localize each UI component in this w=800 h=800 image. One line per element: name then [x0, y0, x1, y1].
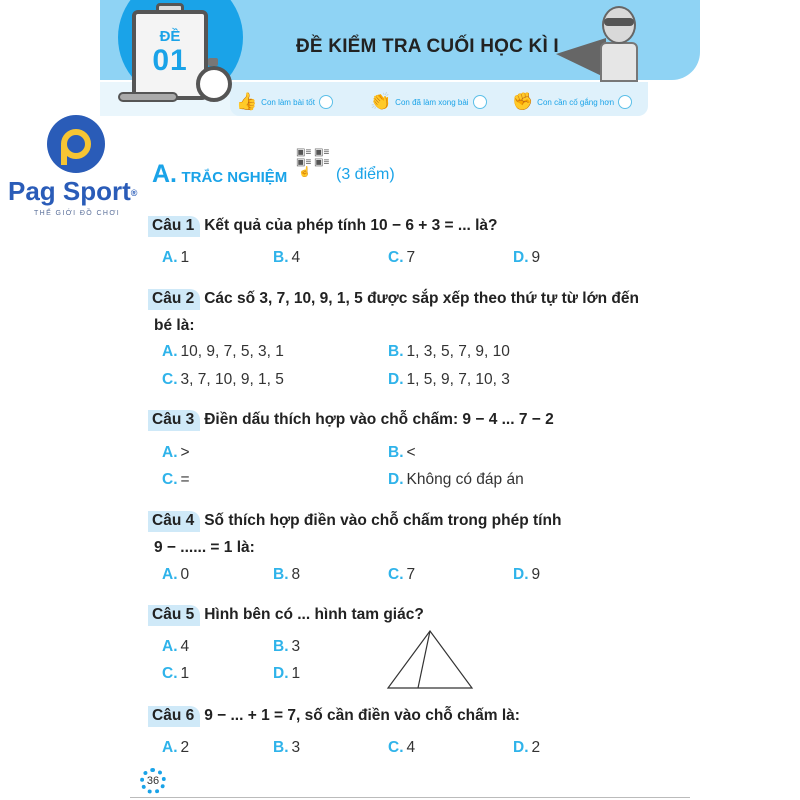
option-b[interactable]: B. 1, 3, 5, 7, 9, 10 [388, 343, 510, 360]
brand-logo-icon [47, 115, 105, 173]
rating-done[interactable] [370, 92, 487, 112]
option-d[interactable]: D. 1 [273, 665, 301, 682]
option-d[interactable]: D. 1, 5, 9, 7, 10, 3 [388, 371, 510, 388]
option-b[interactable]: B. 3 [273, 638, 301, 655]
pencil-icon [118, 92, 178, 102]
rating-checkbox[interactable] [473, 95, 487, 109]
option-a[interactable]: A. 1 [162, 249, 190, 266]
question-6: Câu 6 9 − ... + 1 = 7, số cần điền vào chỗ chấm là: [150, 706, 520, 727]
page-number: 36 [140, 768, 166, 794]
section-points: (3 điểm) [336, 166, 395, 183]
question-tag: Câu 4 [148, 511, 200, 532]
question-1: Câu 1 Kết quả của phép tính 10 − 6 + 3 = ... là? [150, 216, 498, 237]
option-a[interactable]: A. 0 [162, 566, 190, 583]
question-2: Câu 2 Các số 3, 7, 10, 9, 1, 5 được sắp xếp theo thứ tự từ lớn đến [150, 289, 639, 310]
hero-mask-icon [604, 18, 634, 26]
question-tag: Câu 6 [148, 706, 200, 727]
page-divider [130, 797, 690, 798]
question-3: Câu 3 Điền dấu thích hợp vào chỗ chấm: 9 − 4 ... 7 − 2 [150, 410, 554, 431]
page-title: ĐỀ KIỂM TRA CUỐI HỌC KÌ I [296, 36, 559, 57]
brand-tagline: THẾ GIỚI ĐỒ CHƠI [34, 210, 121, 217]
brand-name: Pag Sport® [8, 176, 138, 206]
question-5: Câu 5 Hình bên có ... hình tam giác? [150, 605, 424, 626]
badge-label: ĐỀ [159, 28, 181, 45]
section-title: A. TRẮC NGHIỆM [152, 160, 288, 188]
option-b[interactable]: B. 3 [273, 739, 301, 756]
option-b[interactable]: B. 4 [273, 249, 301, 266]
question-tag: Câu 1 [148, 216, 200, 237]
rating-label: Con làm bài tốt [261, 97, 315, 107]
triangle-figure-icon [385, 628, 475, 690]
option-d[interactable]: D. 9 [513, 566, 541, 583]
stopwatch-crown-icon [208, 58, 218, 66]
question-2-continuation: bé là: [154, 317, 195, 334]
rating-checkbox[interactable] [319, 95, 333, 109]
option-c[interactable]: C. 1 [162, 665, 190, 682]
badge-number: 01 [152, 44, 188, 77]
option-b[interactable]: B. 8 [273, 566, 301, 583]
clapping-hands-icon: 👏 [370, 92, 392, 111]
hero-cape-icon [556, 38, 606, 78]
option-b[interactable]: B. < [388, 444, 416, 461]
rating-checkbox[interactable] [618, 95, 632, 109]
multiple-choice-icon: ▣≡ ▣≡ ▣≡ ▣≡ ☝ [296, 147, 330, 178]
option-d[interactable]: D. 2 [513, 739, 541, 756]
option-a[interactable]: A. 4 [162, 638, 190, 655]
rating-label: Con đã làm xong bài [395, 97, 469, 107]
question-4-continuation: 9 − ...... = 1 là: [154, 539, 255, 556]
option-a[interactable]: A. 10, 9, 7, 5, 3, 1 [162, 343, 284, 360]
rating-good[interactable] [236, 92, 333, 112]
stopwatch-icon [196, 66, 232, 102]
rating-label: Con cần cố gắng hơn [537, 97, 615, 107]
option-d[interactable]: D. 9 [513, 249, 541, 266]
option-d[interactable]: D. Không có đáp án [388, 471, 524, 488]
fist-icon: ✊ [512, 92, 534, 111]
rating-try-harder[interactable] [512, 92, 632, 112]
question-tag: Câu 5 [148, 605, 200, 626]
option-a[interactable]: A. 2 [162, 739, 190, 756]
option-c[interactable]: C. 4 [388, 739, 416, 756]
option-c[interactable]: C. = [162, 471, 190, 488]
option-c[interactable]: C. 7 [388, 566, 416, 583]
question-tag: Câu 3 [148, 410, 200, 431]
option-a[interactable]: A. > [162, 444, 190, 461]
option-c[interactable]: C. 3, 7, 10, 9, 1, 5 [162, 371, 284, 388]
option-c[interactable]: C. 7 [388, 249, 416, 266]
question-4: Câu 4 Số thích hợp điền vào chỗ chấm trong phép tính [150, 511, 561, 532]
thumbs-up-icon: 👍 [236, 92, 258, 111]
question-tag: Câu 2 [148, 289, 200, 310]
hero-body-icon [600, 42, 638, 82]
